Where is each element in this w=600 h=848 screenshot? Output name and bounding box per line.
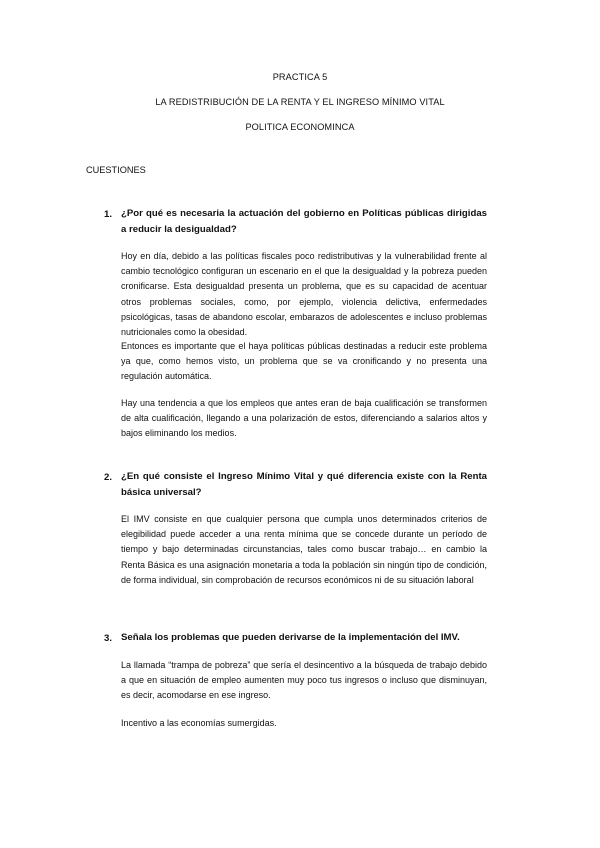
question-1-answer-paragraph-2: Entonces es importante que el haya políticas públicas destinadas a reducir este problema ya que, como hemos visto, un problema que se va cronificando y no presenta una regulación automática. [121,341,487,382]
question-1-number: 1. [104,209,113,220]
question-1-title: ¿Por qué es necesaria la actuación del gobierno en Políticas públicas dirigidas a reducir la desigualdad? [121,208,487,235]
document-title: LA REDISTRIBUCIÓN DE LA RENTA Y EL INGRESO MÍNIMO VITAL [155,97,445,107]
practice-number-heading: PRACTICA 5 [272,72,328,82]
question-3-number: 3. [104,633,113,644]
question-2-answer-paragraph-1: El IMV consiste en que cualquier persona que cumpla unos determinados criterios de elegibilidad puede acceder a una renta mínima que se concede durante un período de tiempo y bajo determinadas circunstancias, tales como buscar trabajo… en cambio la Renta Básica es una asignación monetaria a toda la población sin ningún tipo de condición, de forma individual, sin comprobación de recursos económicos ni de su situación laboral [121,514,487,585]
section-label-cuestiones: CUESTIONES [86,165,146,175]
question-2-number: 2. [104,472,113,483]
question-1-answer-paragraph-3: Hay una tendencia a que los empleos que antes eran de baja cualificación se transformen de alta cualificación, llegando a una polarización de estos, diferenciando a salarios altos y bajos eliminando los medios. [121,398,487,439]
question-3-answer-paragraph-2: Incentivo a las economías sumergidas. [121,718,277,728]
question-3-answer-paragraph-1: La llamada “trampa de pobreza” que sería el desincentivo a la búsqueda de trabajo debido a que en situación de empleo aumenten muy poco tus ingresos o incluso que disminuyan, es decir, acomodarse en ese ingreso. [121,660,487,701]
subject-heading: POLITICA ECONOMINCA [245,122,355,132]
question-2-title: ¿En qué consiste el Ingreso Mínimo Vital y qué diferencia existe con la Renta básica universal? [121,471,487,498]
question-3-title: Señala los problemas que pueden derivarse de la implementación del IMV. [121,632,460,643]
question-1-answer-paragraph-1: Hoy en día, debido a las políticas fiscales poco redistributivas y la vulnerabilidad frente al cambio tecnológico configuran un escenario en el que la desigualdad y la pobreza pueden cronificarse. Esta desigualdad presenta un problema, que es su capacidad de acentuar otros problemas sociales, como, por ejemplo, violencia delictiva, enfermedades psicológicas, tasas de abandono escolar, embarazos de adolescentes e incluso problemas nutricionales como la obesidad. [121,251,487,338]
